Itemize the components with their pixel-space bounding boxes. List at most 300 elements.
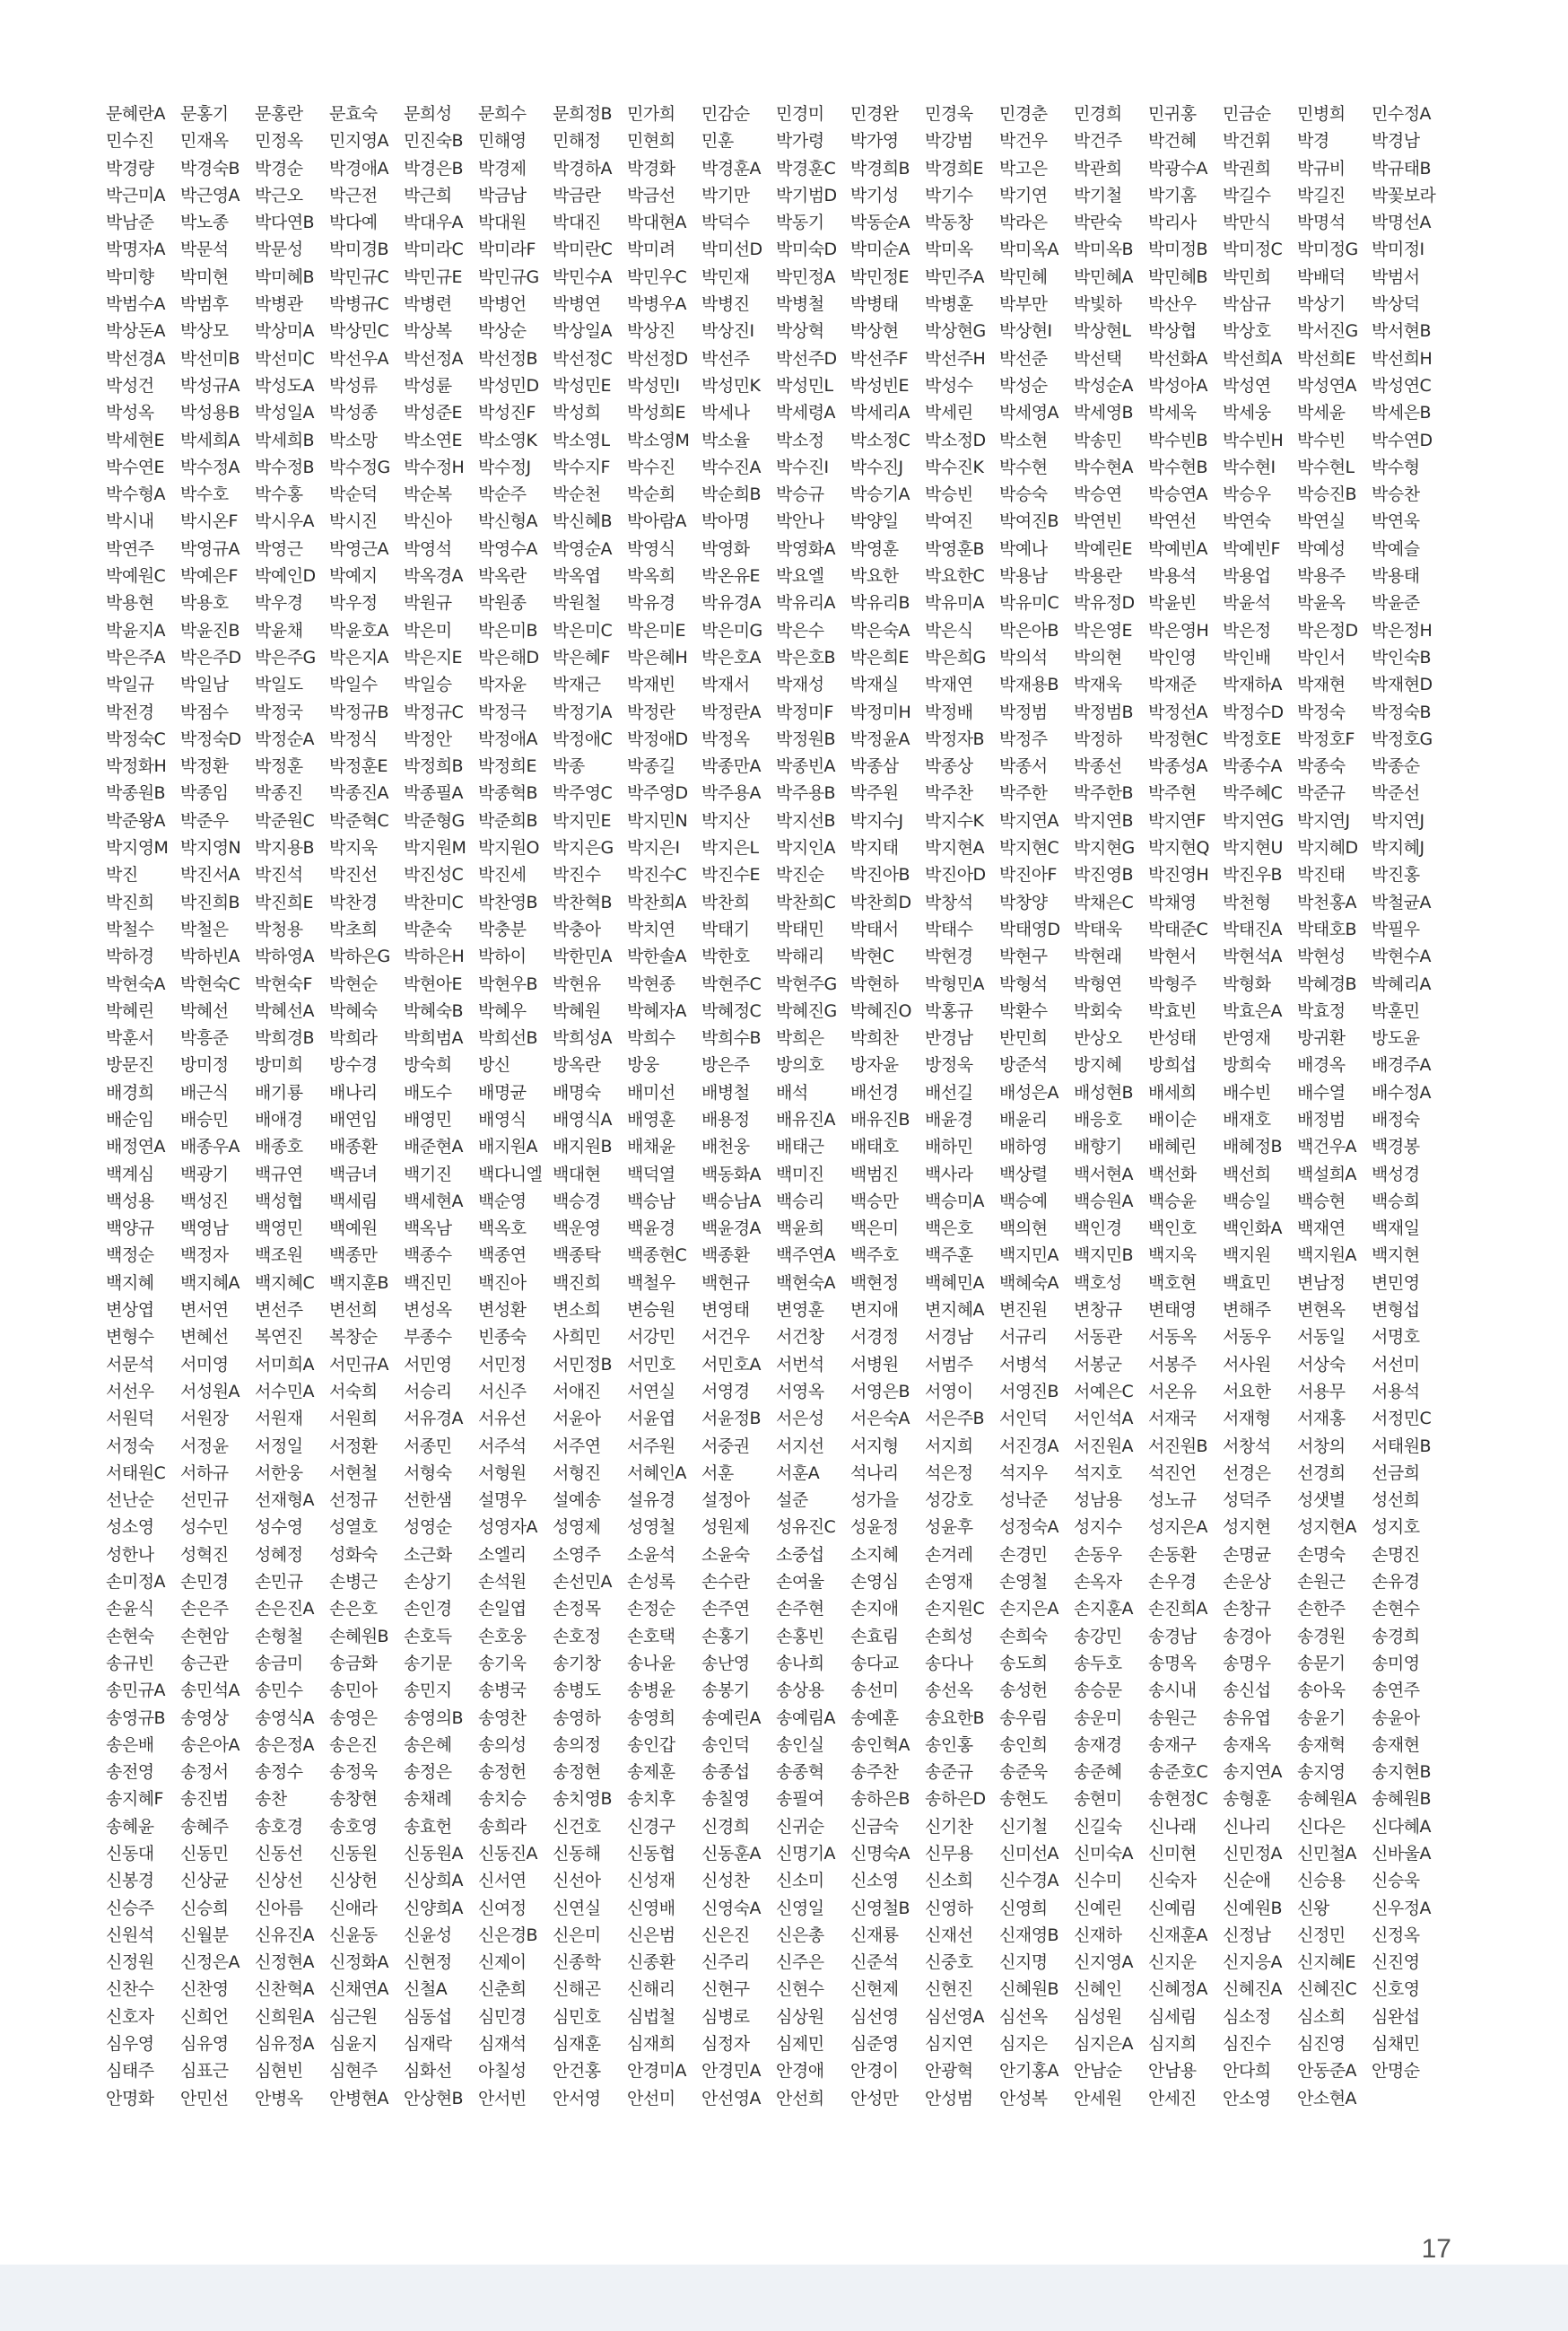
name-cell: 송상용 — [776, 1681, 824, 1701]
name-cell: 박성희E — [627, 403, 686, 423]
name-cell: 박세린 — [925, 403, 973, 423]
name-cell: 박주용B — [776, 783, 836, 804]
name-cell: 손영재 — [925, 1572, 973, 1593]
name-cell: 백지혜A — [180, 1272, 240, 1293]
name-cell: 박미라C — [404, 240, 464, 260]
name-cell: 민재옥 — [180, 131, 229, 152]
name-cell: 신민철A — [1297, 1844, 1357, 1864]
name-cell: 박찬희A — [627, 892, 687, 912]
name-cell: 신철A — [404, 1979, 448, 2000]
name-cell: 변남정 — [1297, 1272, 1346, 1293]
name-cell: 서범주 — [925, 1354, 973, 1375]
name-cell: 성가을 — [850, 1490, 899, 1511]
name-cell: 박경하A — [553, 158, 613, 179]
name-cell: 송치영B — [553, 1789, 613, 1810]
name-cell: 안병현A — [329, 2088, 389, 2108]
name-cell: 박경량 — [106, 158, 154, 179]
name-cell: 박선희H — [1372, 348, 1433, 369]
name-cell: 송영식A — [255, 1707, 315, 1728]
name-cell: 안성복 — [999, 2088, 1048, 2108]
name-cell: 박효빈 — [1148, 1000, 1197, 1021]
name-cell: 변성환 — [478, 1300, 527, 1321]
name-cell: 박성연C — [1372, 375, 1432, 396]
name-cell: 방희숙 — [1223, 1055, 1271, 1076]
name-cell: 박세욱 — [1148, 403, 1197, 423]
name-cell: 백선희 — [1223, 1164, 1271, 1184]
name-cell: 박정숙B — [1372, 702, 1432, 722]
name-cell: 박선화A — [1148, 348, 1208, 369]
name-cell: 박성순 — [999, 375, 1048, 396]
name-cell: 박민정A — [776, 266, 836, 287]
name-cell: 박경은B — [404, 158, 464, 179]
name-cell: 서선미 — [1372, 1354, 1420, 1375]
name-cell: 박재준 — [1148, 675, 1197, 695]
name-cell: 신바울A — [1372, 1844, 1432, 1864]
name-cell: 백기진 — [404, 1164, 452, 1184]
name-cell: 박진서A — [180, 865, 240, 886]
name-cell: 심채민 — [1372, 2034, 1420, 2055]
name-cell: 설준 — [776, 1490, 808, 1511]
name-cell: 박상덕 — [1372, 294, 1420, 315]
name-cell: 박태영D — [999, 919, 1060, 939]
name-cell: 박춘숙 — [404, 919, 452, 939]
name-cell: 신다혜A — [1372, 1816, 1432, 1837]
name-cell: 박기수 — [925, 185, 973, 205]
name-cell: 서원장 — [180, 1409, 229, 1429]
name-cell: 방귀환 — [1297, 1028, 1346, 1049]
name-cell: 박승빈 — [925, 485, 973, 505]
name-cell: 박민규E — [404, 266, 463, 287]
name-cell: 서하규 — [180, 1462, 229, 1483]
name-cell: 서경정 — [850, 1327, 899, 1348]
name-cell: 송영상 — [180, 1707, 229, 1728]
name-cell: 송기욱 — [478, 1653, 527, 1673]
name-cell: 변해주 — [1223, 1300, 1271, 1321]
name-cell: 신성찬 — [701, 1871, 750, 1891]
name-cell: 배태근 — [776, 1137, 824, 1157]
name-cell: 박선미B — [180, 348, 240, 369]
name-cell: 배혜정B — [1223, 1137, 1283, 1157]
name-cell: 박성아A — [1148, 375, 1208, 396]
name-cell: 백인화A — [1223, 1218, 1283, 1239]
name-cell: 박길진 — [1297, 185, 1346, 205]
name-cell: 송민석A — [180, 1681, 240, 1701]
name-cell: 박지태 — [850, 838, 899, 859]
name-cell: 박정범 — [999, 702, 1048, 722]
name-cell: 손주현 — [776, 1599, 824, 1619]
name-cell: 방지혜 — [1074, 1055, 1122, 1076]
name-cell: 백선화 — [1148, 1164, 1197, 1184]
name-cell: 박병규C — [329, 294, 389, 315]
name-cell: 방은주 — [701, 1055, 750, 1076]
name-cell: 박선희E — [1297, 348, 1356, 369]
name-cell: 박준원C — [255, 810, 315, 831]
name-cell: 박경훈C — [776, 158, 836, 179]
name-cell: 심재희 — [627, 2034, 675, 2055]
name-cell: 박혜원 — [553, 1000, 601, 1021]
name-cell: 박민혜B — [1148, 266, 1208, 287]
name-cell: 백승리 — [776, 1191, 824, 1211]
name-cell: 소윤석 — [627, 1544, 675, 1565]
name-cell: 신현수 — [776, 1979, 824, 2000]
name-cell: 성강호 — [925, 1490, 973, 1511]
name-cell: 박문성 — [255, 240, 303, 260]
name-cell: 박필우 — [1372, 919, 1420, 939]
name-cell: 안소현A — [1297, 2088, 1357, 2108]
name-cell: 박소정 — [776, 430, 824, 450]
name-cell: 서한웅 — [255, 1462, 303, 1483]
name-cell: 박지혜D — [1297, 838, 1358, 859]
name-cell: 박미현 — [180, 266, 229, 287]
name-cell: 박정규C — [404, 702, 464, 722]
name-cell: 박미려 — [627, 240, 675, 260]
name-cell: 배경희 — [106, 1082, 154, 1103]
name-cell: 박태서 — [850, 919, 899, 939]
name-cell: 서사원 — [1223, 1354, 1271, 1375]
name-cell: 백주훈 — [925, 1245, 973, 1266]
name-cell: 박민규C — [329, 266, 389, 287]
name-cell: 신윤성 — [404, 1925, 452, 1945]
name-cell: 박신형A — [478, 511, 538, 532]
name-cell: 성영제 — [553, 1517, 601, 1538]
name-cell: 박빛하 — [1074, 294, 1122, 315]
name-cell: 손효림 — [850, 1626, 899, 1646]
name-cell: 박수홍 — [255, 485, 303, 505]
name-cell: 성윤정 — [850, 1517, 899, 1538]
name-cell: 박가령 — [776, 131, 824, 152]
name-cell: 송정현 — [553, 1762, 601, 1783]
name-cell: 박현C — [850, 947, 894, 967]
name-cell: 박용호 — [180, 593, 229, 614]
name-cell: 송찬 — [255, 1789, 287, 1810]
name-cell: 박현성 — [1297, 947, 1346, 967]
name-cell: 신채연A — [329, 1979, 389, 2000]
name-cell: 방옥란 — [553, 1055, 601, 1076]
name-cell: 성영순 — [404, 1517, 452, 1538]
name-cell: 신재룡 — [850, 1925, 899, 1945]
name-cell: 박일규 — [106, 675, 154, 695]
name-cell: 송호경 — [255, 1816, 303, 1837]
name-cell: 신건호 — [553, 1816, 601, 1837]
name-cell: 배종우A — [180, 1137, 240, 1157]
name-cell: 박혜우 — [478, 1000, 527, 1021]
name-cell: 백경봉 — [1372, 1137, 1420, 1157]
name-cell: 손지훈A — [1074, 1599, 1134, 1619]
name-cell: 심지은A — [1074, 2034, 1134, 2055]
name-cell: 박점수 — [180, 702, 229, 722]
name-cell: 백운영 — [553, 1218, 601, 1239]
name-cell: 박수현B — [1148, 457, 1208, 477]
name-grid — [106, 100, 1451, 2112]
name-cell: 박용남 — [999, 566, 1048, 587]
name-cell: 소지혜 — [850, 1544, 899, 1565]
name-cell: 신희언 — [180, 2006, 229, 2027]
name-cell: 백영남 — [180, 1218, 229, 1239]
name-cell: 심선영A — [925, 2006, 985, 2027]
name-cell: 박꽃보라 — [1372, 185, 1436, 205]
name-cell: 신연실 — [553, 1898, 601, 1918]
name-cell: 송경남 — [1148, 1626, 1197, 1646]
name-cell: 박훈민 — [1372, 1000, 1420, 1021]
name-cell: 박지현G — [1074, 838, 1135, 859]
name-cell: 박정희B — [404, 756, 464, 777]
name-cell: 박진아B — [850, 865, 910, 886]
name-cell: 민해영 — [478, 131, 527, 152]
name-cell: 손영심 — [850, 1572, 899, 1593]
name-cell: 박성일A — [255, 403, 315, 423]
name-cell: 박서진G — [1297, 321, 1358, 342]
name-cell: 백승일 — [1223, 1191, 1271, 1211]
name-cell: 박상순 — [478, 321, 527, 342]
name-cell: 박지인A — [776, 838, 836, 859]
name-cell: 박병철 — [776, 294, 824, 315]
name-cell: 박옥엽 — [553, 566, 601, 587]
name-cell: 손명숙 — [1297, 1544, 1346, 1565]
name-cell: 신양희A — [404, 1898, 464, 1918]
name-cell: 송재현 — [1372, 1734, 1420, 1755]
name-cell: 백규연 — [255, 1164, 303, 1184]
name-cell: 서태원C — [106, 1462, 166, 1483]
name-cell: 송준혜 — [1074, 1762, 1122, 1783]
name-cell: 서인석A — [1074, 1409, 1134, 1429]
name-cell: 박현순 — [329, 973, 378, 994]
name-cell: 서연실 — [627, 1381, 675, 1401]
name-cell: 배명균 — [478, 1082, 527, 1103]
name-cell: 백성협 — [255, 1191, 303, 1211]
name-cell: 배병철 — [701, 1082, 750, 1103]
name-cell: 박종수A — [1223, 756, 1283, 777]
name-cell: 서숙희 — [329, 1381, 378, 1401]
name-cell: 박수현A — [1074, 457, 1134, 477]
name-cell: 박현우B — [478, 973, 538, 994]
name-cell: 박수진I — [776, 457, 829, 477]
name-cell: 박정범B — [1074, 702, 1134, 722]
name-cell: 백효민 — [1223, 1272, 1271, 1293]
name-cell: 신지명 — [999, 1952, 1048, 1973]
name-cell: 박성수 — [925, 375, 973, 396]
name-cell: 박태기 — [701, 919, 750, 939]
name-cell: 배지원A — [478, 1137, 538, 1157]
name-cell: 박성류 — [329, 375, 378, 396]
name-cell: 송강민 — [1074, 1626, 1122, 1646]
name-cell: 신월분 — [180, 1925, 229, 1945]
name-cell: 민훈 — [701, 131, 734, 152]
name-cell: 손수란 — [701, 1572, 750, 1593]
name-cell: 심우영 — [106, 2034, 154, 2055]
name-cell: 심법철 — [627, 2006, 675, 2027]
name-cell: 박정숙D — [180, 729, 241, 749]
name-cell: 서규리 — [999, 1327, 1048, 1348]
name-cell: 박상현 — [850, 321, 899, 342]
name-cell: 변형수 — [106, 1327, 154, 1348]
name-cell: 신상균 — [180, 1871, 229, 1891]
name-cell: 박지현C — [999, 838, 1059, 859]
name-cell: 박형주 — [1148, 973, 1197, 994]
name-cell: 서정민C — [1372, 1409, 1432, 1429]
name-cell: 신소미 — [776, 1871, 824, 1891]
name-cell: 박지연B — [1074, 810, 1134, 831]
name-cell: 변선희 — [329, 1300, 378, 1321]
name-cell: 박선정D — [627, 348, 688, 369]
name-cell: 박정란A — [701, 702, 762, 722]
name-cell: 박민정E — [850, 266, 910, 287]
name-cell: 신민정A — [1223, 1844, 1283, 1864]
name-cell: 배하민 — [925, 1137, 973, 1157]
name-cell: 손겨레 — [925, 1544, 973, 1565]
name-cell: 방웅 — [627, 1055, 659, 1076]
name-cell: 백상렬 — [999, 1164, 1048, 1184]
name-cell: 박미향 — [106, 266, 154, 287]
name-cell: 신정민 — [1297, 1925, 1346, 1945]
name-cell: 박우경 — [255, 593, 303, 614]
name-cell: 손현수 — [1372, 1599, 1420, 1619]
name-cell: 서태원B — [1372, 1436, 1432, 1456]
name-cell: 백범진 — [850, 1164, 899, 1184]
name-cell: 박현숙C — [180, 973, 240, 994]
name-cell: 빈종숙 — [478, 1327, 527, 1348]
name-cell: 아칠성 — [478, 2061, 527, 2082]
name-cell: 박경훈A — [701, 158, 762, 179]
name-cell: 신희원A — [255, 2006, 315, 2027]
name-cell: 백다니엘 — [478, 1164, 543, 1184]
name-cell: 박은식 — [925, 620, 973, 641]
name-cell: 변선주 — [255, 1300, 303, 1321]
name-cell: 선재형A — [255, 1490, 315, 1511]
name-cell: 신해리 — [627, 1979, 675, 2000]
name-cell: 신길숙 — [1074, 1816, 1122, 1837]
name-cell: 송영하 — [553, 1707, 601, 1728]
name-cell: 배애경 — [255, 1109, 303, 1130]
name-cell: 손정목 — [553, 1599, 601, 1619]
name-cell: 박지욱 — [329, 838, 378, 859]
name-cell: 손명진 — [1372, 1544, 1420, 1565]
name-cell: 송영찬 — [478, 1707, 527, 1728]
name-cell: 배영훈 — [627, 1109, 675, 1130]
name-cell: 박영근A — [329, 538, 389, 559]
name-cell: 배이순 — [1148, 1109, 1197, 1130]
name-cell: 배수정A — [1372, 1082, 1432, 1103]
name-cell: 송인홍 — [925, 1734, 973, 1755]
name-cell: 송하은B — [850, 1789, 910, 1810]
name-cell: 신동해 — [553, 1844, 601, 1864]
name-cell: 박재현D — [1372, 675, 1433, 695]
name-cell: 문희수 — [478, 104, 527, 124]
name-cell: 서유경A — [404, 1409, 464, 1429]
name-cell: 박진희 — [106, 892, 154, 912]
name-cell: 변민영 — [1372, 1272, 1420, 1293]
name-cell: 백승경 — [553, 1191, 601, 1211]
name-cell: 송경원 — [1297, 1626, 1346, 1646]
name-cell: 박재근 — [553, 675, 601, 695]
name-cell: 신종학 — [553, 1952, 601, 1973]
name-cell: 박지연J — [1372, 810, 1424, 831]
name-cell: 박윤호A — [329, 620, 389, 641]
name-cell: 신은진 — [701, 1925, 750, 1945]
name-cell: 박주용A — [701, 783, 762, 804]
name-cell: 신동원A — [404, 1844, 464, 1864]
name-cell: 박예지 — [329, 566, 378, 587]
name-cell: 박세리A — [850, 403, 910, 423]
name-cell: 송민지 — [404, 1681, 452, 1701]
name-cell: 신상희A — [404, 1871, 464, 1891]
name-cell: 박종숙 — [1297, 756, 1346, 777]
name-cell: 송두호 — [1074, 1653, 1122, 1673]
name-cell: 박찬희C — [776, 892, 836, 912]
name-cell: 송성헌 — [999, 1681, 1048, 1701]
name-cell: 박지산 — [701, 810, 750, 831]
name-cell: 배채윤 — [627, 1137, 675, 1157]
name-cell: 서민영 — [404, 1354, 452, 1375]
name-cell: 박진세 — [478, 865, 527, 886]
name-cell: 송경아 — [1223, 1626, 1271, 1646]
name-cell: 박상현I — [999, 321, 1052, 342]
name-cell: 서병석 — [999, 1354, 1048, 1375]
name-cell: 백예원 — [329, 1218, 378, 1239]
name-cell: 박태욱 — [1074, 919, 1122, 939]
name-cell: 박찬희D — [850, 892, 911, 912]
name-cell: 반영재 — [1223, 1028, 1271, 1049]
name-cell: 박지은L — [701, 838, 759, 859]
name-cell: 송준규 — [925, 1762, 973, 1783]
name-cell: 박미선D — [701, 240, 762, 260]
name-cell: 신정원 — [106, 1952, 154, 1973]
name-cell: 박주한 — [999, 783, 1048, 804]
name-cell: 박종혁B — [478, 783, 538, 804]
name-cell: 배정연A — [106, 1137, 166, 1157]
name-cell: 신소영 — [850, 1871, 899, 1891]
name-cell: 배종환 — [329, 1137, 378, 1157]
name-cell: 배경옥 — [1297, 1055, 1346, 1076]
name-cell: 송재구 — [1148, 1734, 1197, 1755]
name-cell: 박옥경A — [404, 566, 464, 587]
name-cell: 심표근 — [180, 2061, 229, 2082]
name-cell: 서번석 — [776, 1354, 824, 1375]
name-cell: 박안나 — [776, 511, 824, 532]
name-cell: 송전영 — [106, 1762, 154, 1783]
name-cell: 박은주D — [180, 647, 241, 668]
name-cell: 백인경 — [1074, 1218, 1122, 1239]
name-cell: 방문진 — [106, 1055, 154, 1076]
name-cell: 박아명 — [701, 511, 750, 532]
name-cell: 송영의B — [404, 1707, 464, 1728]
name-cell: 서훈 — [701, 1462, 734, 1483]
name-cell: 박미경B — [329, 240, 389, 260]
name-cell: 박일승 — [404, 675, 452, 695]
name-cell: 박은주A — [106, 647, 166, 668]
name-cell: 성소영 — [106, 1517, 154, 1538]
name-cell: 송재혁 — [1297, 1734, 1346, 1755]
name-cell: 송예린A — [701, 1707, 762, 1728]
name-cell: 송봉기 — [701, 1681, 750, 1701]
name-cell: 손성록 — [627, 1572, 675, 1593]
name-cell: 박수현L — [1297, 457, 1355, 477]
name-cell: 송호영 — [329, 1816, 378, 1837]
name-cell: 성지수 — [1074, 1517, 1122, 1538]
name-cell: 박영훈 — [850, 538, 899, 559]
name-cell: 송하은D — [925, 1789, 986, 1810]
name-cell: 박여진B — [999, 511, 1059, 532]
name-cell: 신혜인 — [1074, 1979, 1122, 2000]
name-cell: 박우정 — [329, 593, 378, 614]
name-cell: 박자윤 — [478, 675, 527, 695]
name-cell: 박상현G — [925, 321, 986, 342]
name-cell: 손희숙 — [999, 1626, 1048, 1646]
name-cell: 박진 — [106, 865, 138, 886]
name-cell: 박종길 — [627, 756, 675, 777]
name-cell: 배응호 — [1074, 1109, 1122, 1130]
name-cell: 박지연G — [1223, 810, 1284, 831]
name-cell: 박찬혁B — [553, 892, 613, 912]
